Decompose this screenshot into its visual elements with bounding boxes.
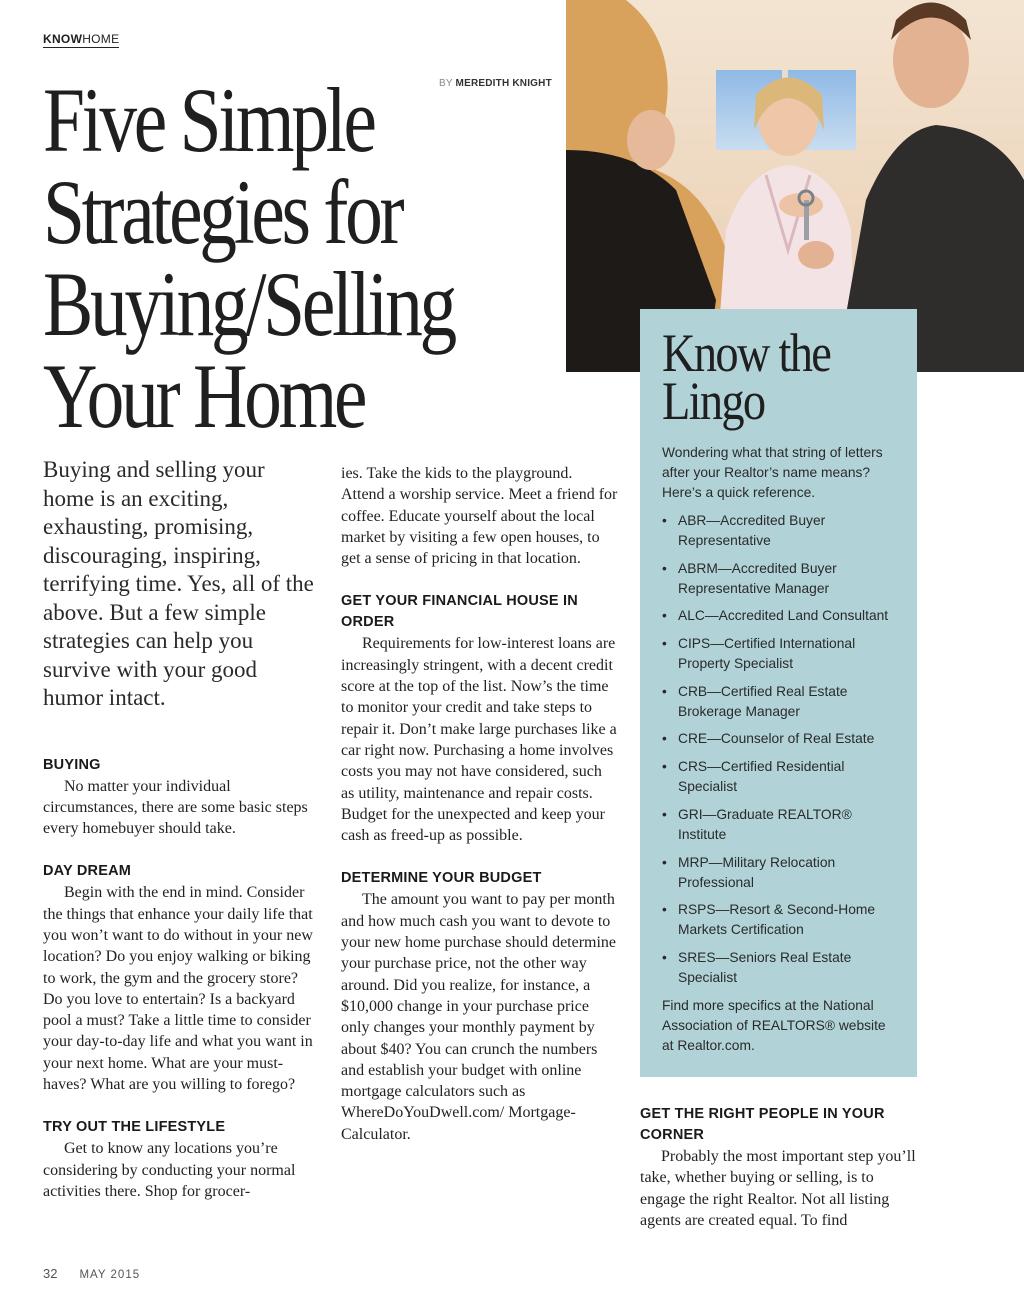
sidebar-list: [662, 511, 899, 988]
list-item: • CIPS—Certified International Property Specialist: [662, 634, 899, 674]
list-item: • MRP—Military Relocation Professional: [662, 853, 899, 893]
title-line-2: Strategies for: [43, 161, 402, 263]
body-day-dream: Begin with the end in mind. Consider the things that enhance your daily life that you won’t want to do without in your new location? Do you enjoy walking or biking to work, the gym and the grocery store? Do you love to entertain? Is a backyard pool a must? Take a little time to consider your day-to-day life and what you want in your next home. What are your must-haves? What are you willing to forego?: [43, 884, 313, 1094]
sidebar-title-line-1: Know the: [662, 323, 831, 383]
lead-paragraph: Buying and selling your home is an exciting, exhausting, promising, discouraging, inspiring, terrifying time. Yes, all of the above. But a few simple strategies can help you survive with your good humor intact.: [43, 457, 314, 710]
column-1: [43, 456, 319, 1224]
body-buying: No matter your individual circumstances, there are some basic steps every homebuyer should take.: [43, 777, 308, 838]
sidebar-title-line-2: Lingo: [662, 371, 765, 431]
section-tag-bold: KNOW: [43, 32, 83, 46]
body-lifestyle: Get to know any locations you’re considering by conducting your normal activities there. Shop for grocer-: [43, 1140, 296, 1200]
title-line-3: Buying/Selling: [43, 253, 454, 355]
heading-buying: BUYING: [43, 756, 101, 773]
section-tag-light: HOME: [82, 32, 120, 46]
body-financial: Requirements for low-interest loans are increasingly stringent, with a decent credit score at the top of the list. Now’s the time to monitor your credit and take steps to repair it. Don’t make large purchases like a car right now. Purchasing a home involves costs you may not have considered, such as utility, maintenance and repair costs. Budget for the unexpected and keep your cash as freed-up as possible.: [341, 635, 617, 845]
body-lifestyle-continued: ies. Take the kids to the playground. Attend a worship service. Meet a friend for coffee. Educate yourself about the local market by visiting a few open houses, to get a sense of pricing in that location.: [341, 465, 618, 568]
heading-financial: GET YOUR FINANCIAL HOUSE IN ORDER: [341, 593, 578, 631]
list-item: • RSPS—Resort & Second-Home Markets Certification: [662, 900, 899, 940]
heading-budget: DETERMINE YOUR BUDGET: [341, 870, 542, 887]
list-item: • SRES—Seniors Real Estate Specialist: [662, 948, 899, 988]
know-the-lingo-sidebar: [640, 309, 917, 1077]
column-2: [341, 463, 619, 1167]
sidebar-footer: Find more specifics at the National Association of REALTORS® website at Realtor.com.: [662, 997, 886, 1053]
heading-people: GET THE RIGHT PEOPLE IN YOUR CORNER: [640, 1106, 885, 1143]
column-3: [640, 1104, 920, 1253]
list-item: • CRB—Certified Real Estate Brokerage Manager: [662, 682, 899, 722]
list-item: • CRS—Certified Residential Specialist: [662, 757, 899, 797]
list-item: • ABRM—Accredited Buyer Representative Manager: [662, 559, 899, 599]
body-budget: The amount you want to pay per month and how much cash you want to devote to your new home purchase should determine your purchase price, not the other way around. Did you realize, for instance, a $10,000 change in your purchase price only changes your monthly payment by about $40? You can crunch the numbers and establish your budget with online mortgage calculators such as WhereDoYouDwell.com/ Mortgage-Calculator.: [341, 891, 617, 1143]
list-item: • ALC—Accredited Land Consultant: [662, 606, 899, 626]
section-tag: [43, 32, 119, 48]
page-footer: [43, 1266, 140, 1281]
title-line-4: Your Home: [43, 345, 365, 447]
list-item: • CRE—Counselor of Real Estate: [662, 729, 899, 749]
list-item: • ABR—Accredited Buyer Representative: [662, 511, 899, 551]
heading-lifestyle: TRY OUT THE LIFESTYLE: [43, 1119, 226, 1136]
author-name: MEREDITH KNIGHT: [455, 78, 552, 89]
byline-prefix: BY: [439, 78, 453, 89]
issue-date: MAY 2015: [79, 1269, 141, 1281]
sidebar-title: [662, 323, 866, 431]
body-people: Probably the most important step you’ll take, whether buying or selling, is to engage the right Realtor. Not all listing agents are created equal. To find: [640, 1148, 916, 1229]
article-title: [43, 69, 469, 447]
list-item: • GRI—Graduate REALTOR® Institute: [662, 805, 899, 845]
title-line-1: Five Simple: [43, 69, 374, 171]
page-number: 32: [43, 1266, 58, 1281]
sidebar-intro: Wondering what that string of letters after your Realtor’s name means? Here’s a quick reference.: [662, 445, 883, 500]
heading-day-dream: DAY DREAM: [43, 863, 132, 880]
